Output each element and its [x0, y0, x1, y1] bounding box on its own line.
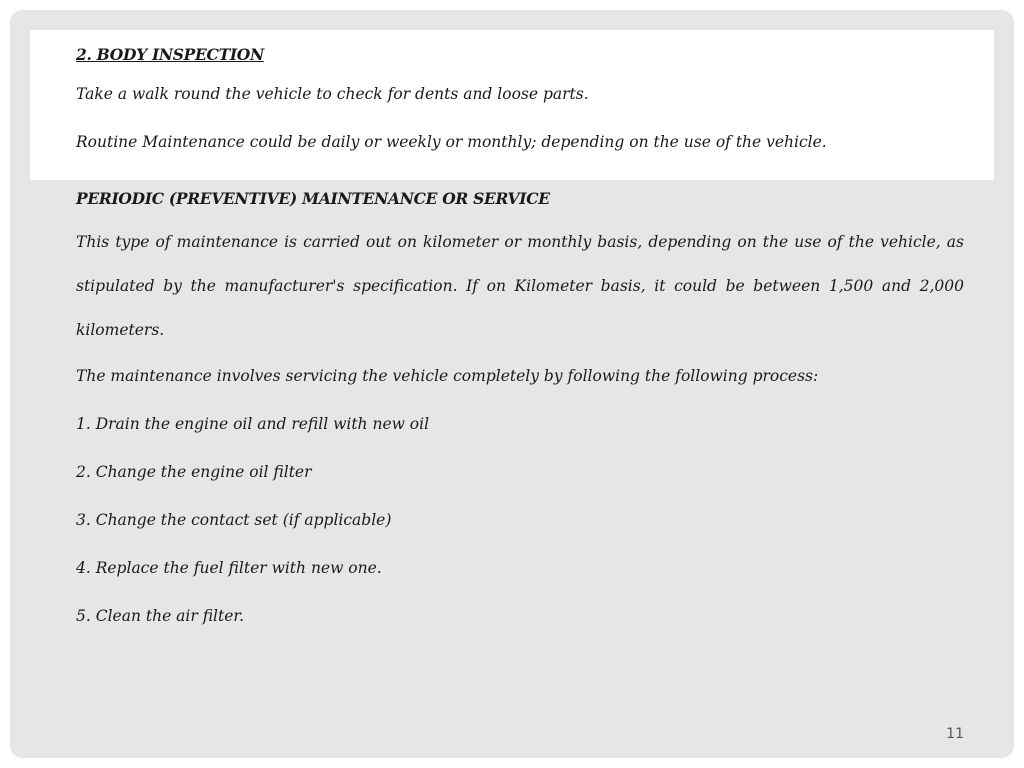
step-3: 3. Change the contact set (if applicable) [76, 511, 392, 529]
step-1: 1. Drain the engine oil and refill with new oil [76, 415, 430, 433]
page-number: 11 [946, 726, 964, 742]
body-inspection-line-1: Take a walk round the vehicle to check for dents and loose parts. [76, 85, 589, 103]
slide [10, 10, 1014, 758]
step-4: 4. Replace the fuel filter with new one. [76, 559, 382, 577]
body-inspection-heading: 2. BODY INSPECTION [76, 45, 264, 64]
periodic-maintenance-paragraph: This type of maintenance is carried out on kilometer or monthly basis, depending on the use of the vehicle, as stipulated by the manufacturer's specification. If on Kilometer basis, it could be between 1,500 and 2,000 kilometers. [76, 233, 964, 339]
maintenance-intro: The maintenance involves servicing the vehicle completely by following the following process: [76, 367, 819, 385]
body-inspection-line-2: Routine Maintenance could be daily or weekly or monthly; depending on the use of the vehicle. [76, 133, 827, 151]
slide-content [76, 40, 964, 640]
step-5: 5. Clean the air filter. [76, 607, 245, 625]
step-2: 2. Change the engine oil filter [76, 463, 312, 481]
periodic-maintenance-heading: PERIODIC (PREVENTIVE) MAINTENANCE OR SERVICE [76, 189, 550, 208]
